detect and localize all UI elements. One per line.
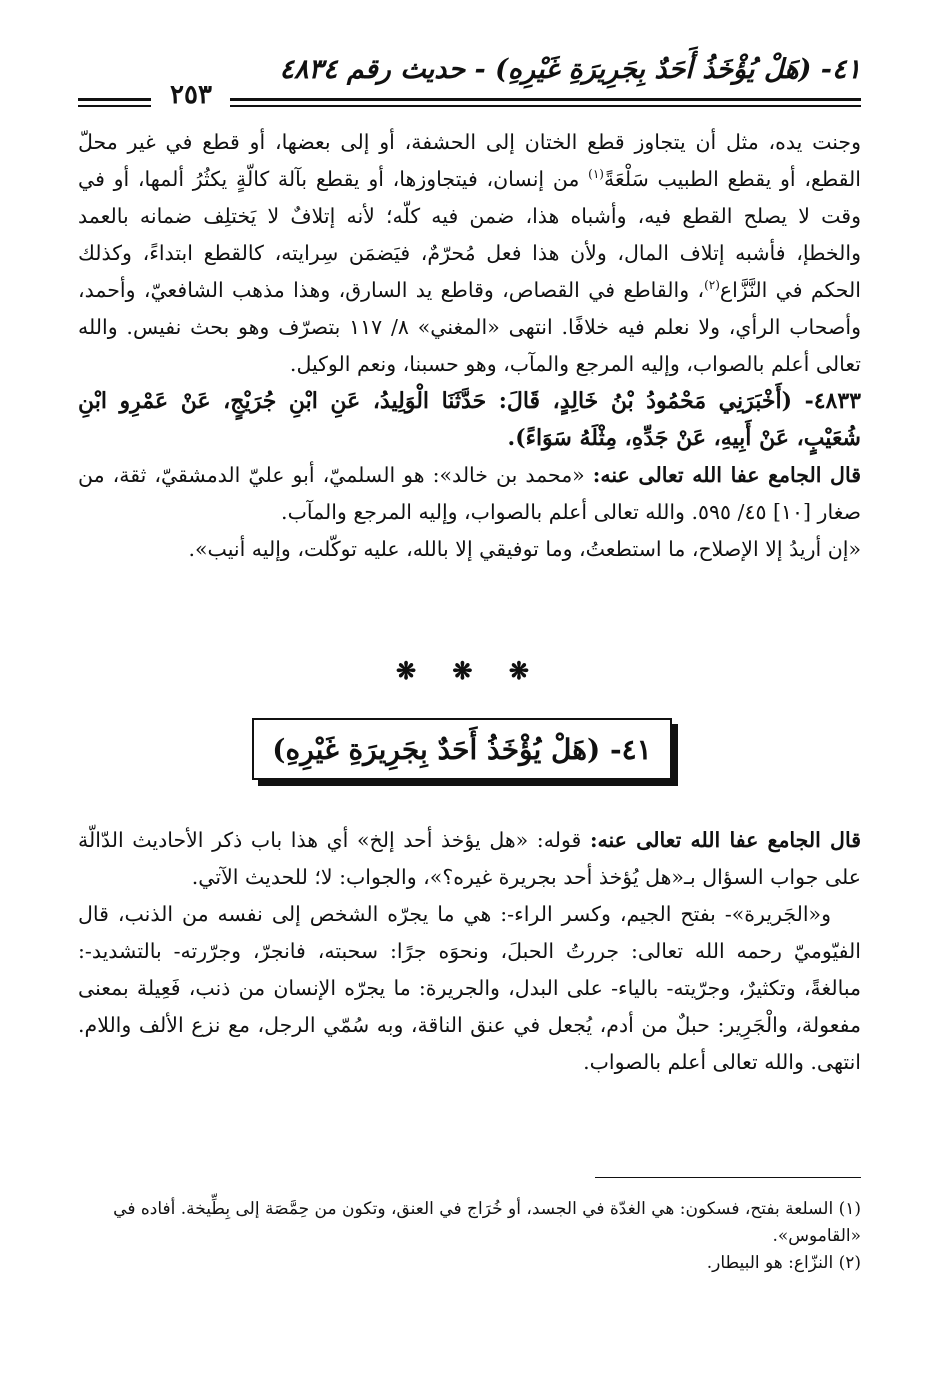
text-segment: ، والقاطع في القصاص، وقاطع يد السارق، وهذا مذهب الشافعيّ، وأحمد، وأصحاب الرأي، ولا نعلم فيه خلافًا. انتهى «المغني» ٨/ ١١٧ بتصرّف وهو بحث نفيس. والله تعالى أعلم بالصواب، وإليه المرجع والمآب، وهو حسبنا، ونعم الوكيل.	[78, 278, 861, 376]
hadith-text: ٤٨٣٣- (أَخْبَرَنِي مَحْمُودُ بْنُ خَالِدٍ، قَالَ: حَدَّثَنَا الْوَلِيدُ، عَنِ ابْنِ جُرَيْجٍ، عَنْ عَمْرِو ابْنِ شُعَيْبٍ، عَنْ أَبِيهِ، عَنْ جَدِّهِ، مِثْلَهُ سَوَاءً).	[78, 388, 861, 451]
closing-quote: «إن أريدُ إلا الإصلاح، ما استطعتُ، وما توفيقي إلا بالله، عليه توكّلت، وإليه أنيب».	[188, 537, 861, 561]
footnotes	[78, 1196, 861, 1277]
section-separator: ❋ ❋ ❋	[395, 656, 544, 685]
footnote-marker-2[interactable]: (٢)	[704, 278, 720, 293]
commentary-paragraph	[78, 457, 861, 531]
definition-paragraph: و«الجَريرة»- بفتح الجيم، وكسر الراء-: هي ما يجرّه الشخص إلى نفسه من الذنب، قال الفيّوميّ رحمه الله تعالى: جررتُ الحبلَ، ونحوَه جرًا: سحبته، فانجرّ، وجرّرته- بالتشديد-: مبالغةً، وتكثيرٌ، وجرّيته- بالياء- على البدل، والجريرة: ما يجرّه الإنسان من ذنب، فَعِيلة بمعنى مفعولة، والْجَرِير: حبلٌ من أدم، يُجعل في عنق الناقة، وبه سُمّي الرجل، مع نزع الألف واللام. انتهى. والله تعالى أعلم بالصواب.	[78, 902, 861, 1074]
footnote-1: (١) السلعة بفتح، فسكون: هي الغدّة في الجسد، أو خُرَاج في العنق، وتكون من حِمَّصَة إلى بِطِّيخة. أفاده في «القاموس».	[113, 1199, 861, 1246]
intro-paragraph	[78, 822, 861, 896]
running-header	[78, 48, 861, 110]
body-text-bottom	[78, 822, 861, 1081]
paragraph-continuation	[78, 124, 861, 383]
intro-text: قوله: «هل يؤخذ أحد إلخ» أي هذا باب ذكر الأحاديث الدّالّة على جواب السؤال بـ«هل يُؤخذ أحد بجريرة غيره؟»، والجواب: لا؛ للحديث الآتي.	[78, 828, 861, 889]
footnote-marker-1[interactable]: (١)	[588, 167, 604, 182]
page-number: ٢٥٣	[170, 80, 212, 110]
chapter-title: ٤١- (هَلْ يُؤْخَذُ أَحَدٌ بِجَرِيرَةِ غَيْرِهِ)	[272, 732, 652, 766]
header-rule-left-segment	[78, 98, 151, 107]
commentary-lead: قال الجامع عفا الله تعالى عنه:	[592, 463, 861, 487]
footnote-divider	[595, 1177, 861, 1178]
text-segment: وجنت يده، مثل أن يتجاوز قطع الختان إلى الحشفة، أو إلى بعضها، أو قطع في غير محلّ القطع، أو يقطع الطبيب سَلْعَةً	[78, 130, 861, 191]
commentary-text: «محمد بن خالد»: هو السلميّ، أبو عليّ الدمشقيّ، ثقة، من صغار [١٠] ٤٥/ ٥٩٥. والله تعالى أعلم بالصواب، وإليه المرجع والمآب.	[78, 463, 861, 524]
header-rule-right-segment	[230, 98, 861, 107]
body-text-top	[78, 124, 861, 568]
text-segment: من إنسان، فيتجاوزها، أو يقطع بآلة كالّةٍ يكثُرُ ألمها، أو في وقت لا يصلح القطع فيه، وأشباه هذا، ضمن فيه كلّه؛ لأنه إتلافٌ لا يَختلِف ضمانه بالعمد والخطإ، فأشبه إتلاف المال، ولأن هذا فعل مُحرّمٌ، فيَضمَن سِرايته، كالقطع ابتداءً، وكذلك الحكم في النَّزَّاع	[78, 167, 861, 302]
chapter-title-box	[252, 718, 672, 780]
running-header-title: ٤١- (هَلْ يُؤْخَذُ أَحَدٌ بِجَرِيرَةِ غَيْرِهِ) - حديث رقم ٤٨٣٤	[279, 54, 861, 85]
intro-lead: قال الجامع عفا الله تعالى عنه:	[589, 828, 862, 852]
footnote-2: (٢) النزّاع: هو البيطار.	[706, 1253, 861, 1273]
